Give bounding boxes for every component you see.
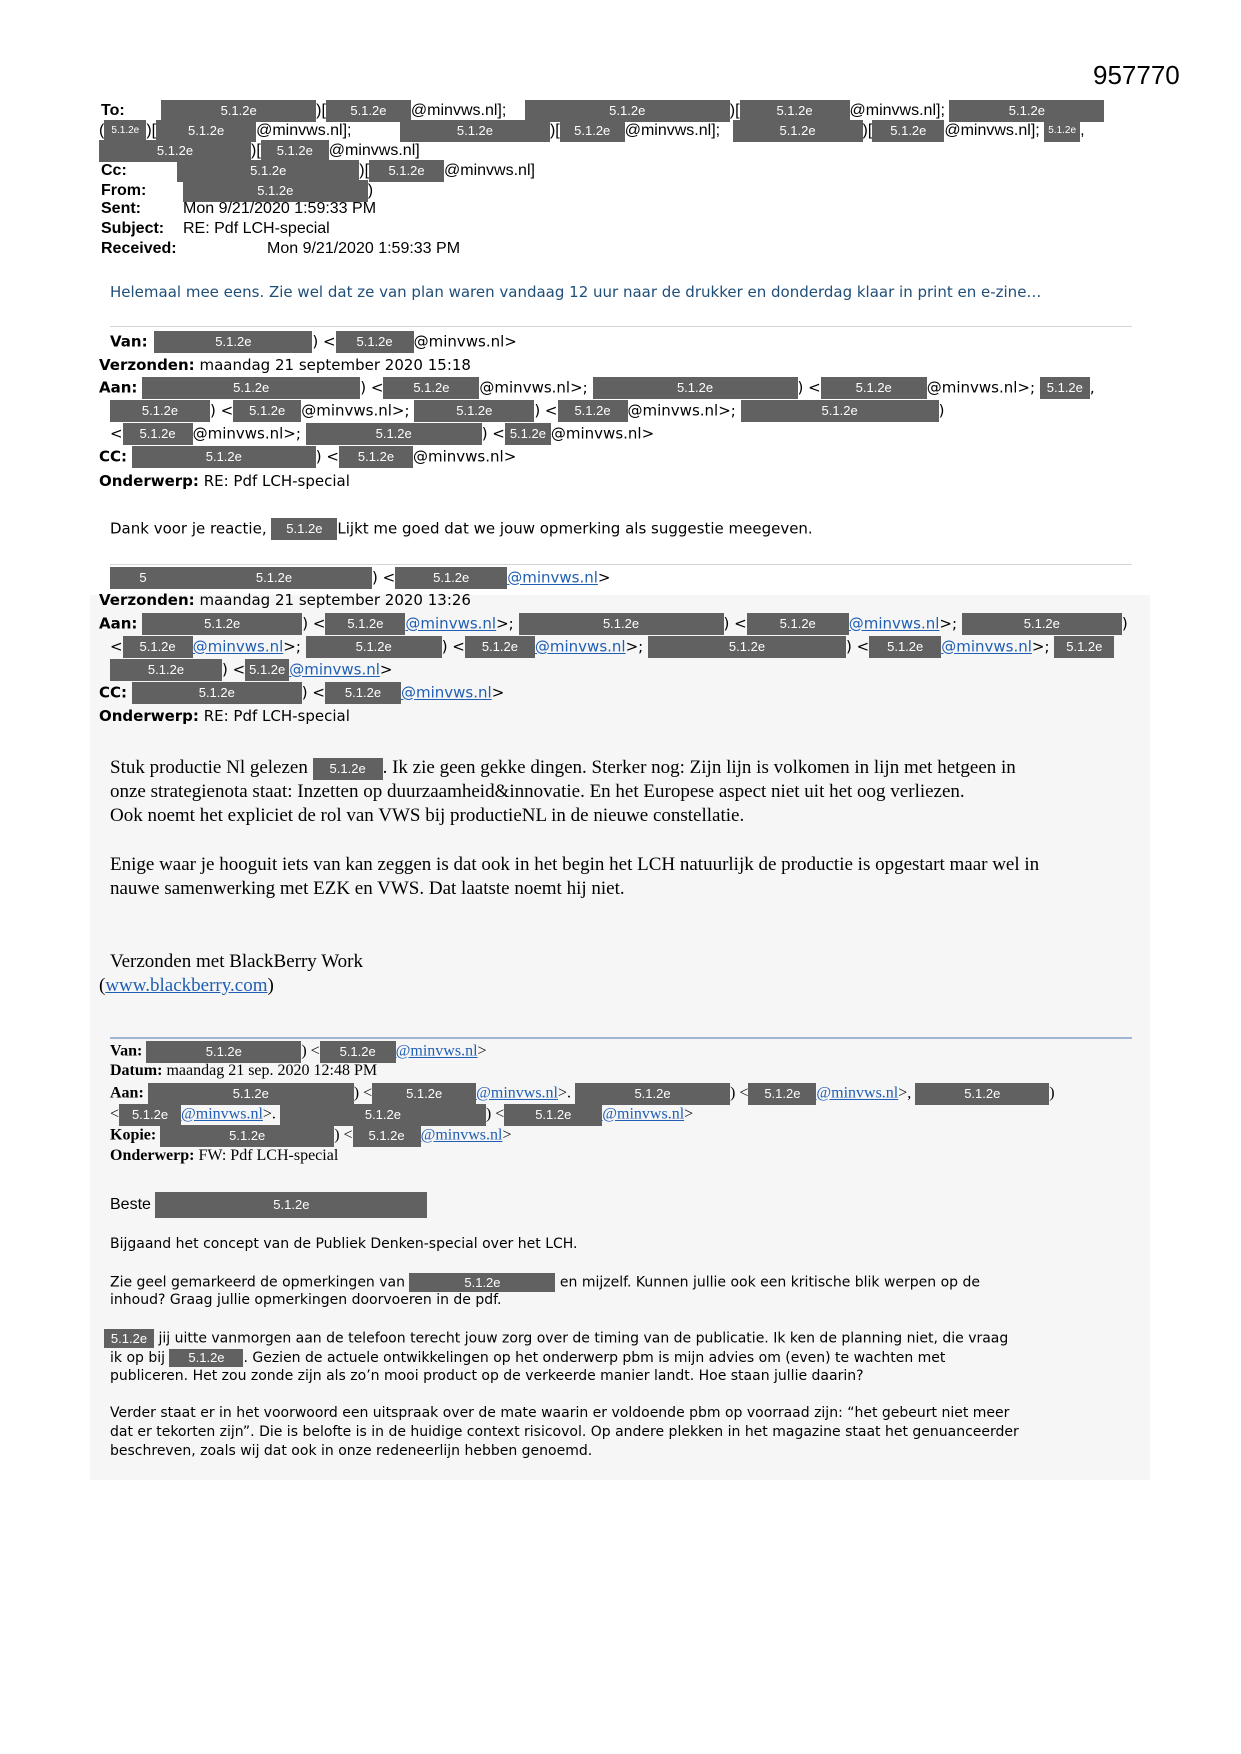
redaction: 5.1.2e [740, 100, 850, 122]
email-domain: @minvws.nl [624, 122, 712, 140]
mail4-onderwerp-line [110, 1147, 338, 1165]
mail3-body-line [110, 757, 1016, 780]
redaction: 5.1.2e [280, 1104, 486, 1126]
body-text: . Ik zie geen gekke dingen. Sterker nog: Zijn lijn is volkomen in lijn met hetgeen in [382, 757, 1016, 778]
redaction: 5.1.2e [142, 377, 360, 399]
email-link[interactable]: @minvws.nl [602, 1105, 685, 1123]
mail2-onderwerp-line [99, 472, 350, 490]
kopie-label: Kopie: [110, 1126, 157, 1144]
punct: ( [99, 122, 105, 140]
datum-value: maandag 21 sep. 2020 12:48 PM [166, 1062, 378, 1079]
punct: > [641, 424, 655, 443]
redaction: 5.1.2e [245, 659, 289, 681]
mail4-aan-line-2 [110, 1104, 693, 1126]
punct: ) < [481, 424, 505, 443]
redaction: 5.1.2e [821, 377, 927, 399]
redaction: 5.1.2e [519, 613, 724, 635]
punct: >; [570, 378, 588, 397]
punct: ) < [441, 637, 465, 656]
redaction: 5.1.2e [325, 682, 401, 704]
mail4-body-line: Bijgaand het concept van de Publiek Denken-special over het LCH. [110, 1236, 578, 1252]
mail3-body-line: nauwe samenwerking met EZK en VWS. Dat laatste noemt hij niet. [110, 878, 625, 899]
punct: ) < [222, 660, 246, 679]
punct: > [684, 1105, 694, 1123]
punct: ) < [302, 614, 326, 633]
mail3-onderwerp-line [99, 707, 350, 725]
redaction: 5.1.2e [146, 1041, 301, 1063]
email-domain: @minvws.nl [328, 142, 416, 160]
signature-line: Verzonden met BlackBerry Work [110, 951, 363, 972]
verzonden-value: maandag 21 september 2020 13:26 [199, 591, 471, 609]
punct: > [504, 332, 517, 351]
punct: )[ [862, 122, 873, 140]
redaction: 5.1.2e [110, 400, 210, 422]
punct: > [597, 568, 611, 587]
redaction: 5.1.2e [741, 400, 939, 422]
redaction: 5.1.2e [142, 613, 302, 635]
punct: ) [938, 401, 945, 420]
punct: >. [558, 1084, 572, 1102]
mail2-aan-line-1 [99, 377, 1095, 399]
reply-body: Helemaal mee eens. Zie wel dat ze van plan waren vandaag 12 uur naar de drukker en donderdag klaar in print en e-zine… [110, 283, 1042, 301]
email-domain: @minvws.nl [301, 401, 392, 420]
punct: , [1089, 378, 1095, 397]
punct: >; [391, 401, 410, 420]
body-text: . Gezien de actuele ontwikkelingen op het onderwerp pbm is mijn advies om (even) te wachten met [243, 1350, 946, 1366]
punct: ) < [730, 1084, 749, 1102]
mail2-body [110, 518, 813, 540]
mail3-body-line: Enige waar je hooguit iets van kan zeggen is dat ook in het begin het LCH natuurlijk de productie is opgestart maar wel in [110, 854, 1040, 875]
punct: >; [283, 637, 301, 656]
mail3-verzonden-line [99, 591, 471, 609]
redaction: 5.1.2e [504, 1104, 602, 1126]
email-link[interactable]: @minvws.nl [192, 637, 284, 656]
subject-label: Subject: [101, 220, 165, 237]
punct: )[ [729, 102, 740, 120]
datum-label: Datum: [110, 1062, 163, 1079]
mail3-body-line: Ook noemt het expliciet de rol van VWS bij productieNL in de nieuwe constellatie. [110, 805, 745, 826]
mail4-body-line [104, 1329, 1008, 1348]
separator [110, 1037, 1132, 1039]
body-text: jij uitte vanmorgen aan de telefoon terecht jouw zorg over de timing van de publicatie. Ik ken de planning niet, die vraag [158, 1330, 1009, 1347]
redaction: 5.1.2e [593, 377, 798, 399]
verzonden-label: Verzonden: [99, 591, 195, 609]
mail4-datum-line [110, 1062, 377, 1080]
sent-label: Sent: [101, 200, 141, 217]
redaction: 5.1.2e [183, 180, 368, 202]
redaction: 5.1.2e [409, 1273, 555, 1292]
onderwerp-value: FW: Pdf LCH-special [198, 1147, 339, 1164]
punct: >, [898, 1084, 912, 1102]
aan-label: Aan: [110, 1084, 144, 1102]
redaction: 5.1.2e [353, 1125, 421, 1147]
redaction: 5.1.2e [306, 423, 482, 445]
mail3-cc-line [99, 682, 504, 704]
punct: ) [1121, 614, 1128, 633]
document-id: 957770 [1093, 60, 1180, 90]
redaction: 5.1.2e [575, 1083, 730, 1105]
punct: ) < [301, 683, 325, 702]
punct: ]; [342, 122, 352, 140]
van-label: Van: [110, 332, 148, 351]
redaction: 5.1.2e [233, 400, 301, 422]
redaction: 5.1.2e [119, 1104, 181, 1126]
mail3-aan-line-3 [110, 659, 392, 681]
punct: >; [1017, 378, 1036, 397]
redaction: 5.1.2e [132, 446, 316, 468]
van-label: Van: [110, 1042, 143, 1060]
email-domain: @minvws.nl [192, 424, 284, 443]
body-text: Dank voor je reactie, [110, 519, 267, 538]
punct: >; [1031, 637, 1050, 656]
redaction: 5.1.2e [414, 400, 534, 422]
redaction: 5.1.2e [336, 331, 414, 353]
punct: )[ [549, 122, 560, 140]
mail4-kopie-line [110, 1125, 511, 1147]
punct: , [1080, 122, 1085, 140]
verzonden-value: maandag 21 september 2020 15:18 [199, 356, 471, 374]
email-domain: @minvws.nl [550, 424, 642, 443]
redaction: 5.1.2e [176, 567, 372, 589]
mail3-aan-line-2 [110, 636, 1114, 658]
mail4-body-line [110, 1273, 980, 1292]
punct: ) < [312, 332, 336, 351]
signature-link-line [99, 975, 274, 997]
punct: ] [415, 142, 420, 160]
separator [110, 564, 1132, 565]
redaction: 5.1.2e [395, 567, 507, 589]
email-domain: @minvws.nl [410, 102, 498, 120]
redaction: 5.1.2e [1054, 636, 1114, 658]
email-link[interactable]: @minvws.nl [289, 660, 380, 679]
redaction: 5.1.2e [369, 160, 444, 182]
punct: > [379, 660, 393, 679]
punct: ) < [846, 637, 870, 656]
redaction: 5.1.2e [155, 1192, 427, 1218]
email-link[interactable]: @minvws.nl [534, 637, 626, 656]
body-text: Lijkt me goed dat we jouw opmerking als suggestie meegeven. [337, 519, 813, 538]
blackberry-link[interactable]: www.blackberry.com [105, 975, 268, 996]
header-sent-line [101, 200, 376, 218]
punct: < [110, 637, 123, 656]
punct: )[ [359, 162, 370, 180]
sent-value: Mon 9/21/2020 1:59:33 PM [183, 200, 377, 217]
redaction: 5.1.2e [747, 613, 849, 635]
punct: >; [939, 614, 958, 633]
punct: > [502, 1126, 512, 1144]
email-link[interactable]: @minvws.nl [941, 637, 1032, 656]
header-cc-line [101, 160, 535, 182]
redaction: 5.1.2e [383, 377, 479, 399]
mail3-body-line: onze strategienota staat: Inzetten op duurzaamheid&innovatie. En het Europese aspect niet uit het oog verliezen. [110, 781, 965, 802]
punct: < [110, 424, 123, 443]
header-from-line [101, 180, 373, 202]
email-link[interactable]: @minvws.nl [848, 614, 940, 633]
redaction: 5.1.2e [169, 1349, 243, 1367]
punct: ] [530, 162, 535, 180]
redaction: 5.1.2e [648, 636, 846, 658]
mail2-van-line [110, 331, 517, 353]
redaction: 5 [110, 567, 176, 589]
punct: ]; [1030, 122, 1040, 140]
punct: >; [283, 424, 301, 443]
redaction: 5.1.2e [949, 100, 1104, 122]
punct: ) < [210, 401, 234, 420]
redaction: 5.1.2e [1044, 120, 1080, 142]
mail3-van-line [110, 567, 610, 589]
punct: ) [1049, 1084, 1055, 1102]
email-link[interactable]: @minvws.nl [476, 1084, 558, 1102]
redaction: 5.1.2e [306, 636, 442, 658]
mail4-body-line: inhoud? Graag jullie opmerkingen doorvoeren in de pdf. [110, 1292, 502, 1308]
redaction: 5.1.2e [161, 100, 316, 122]
redaction: 5.1.2e [339, 446, 413, 468]
redaction: 5.1.2e [177, 160, 359, 182]
redaction: 5.1.2e [465, 636, 535, 658]
email-domain: @minvws.nl [413, 447, 504, 466]
redaction: 5.1.2e [558, 400, 628, 422]
greeting: Beste [110, 1196, 151, 1214]
separator [110, 326, 1132, 327]
mail2-aan-line-2 [110, 400, 944, 422]
mail4-van-line [110, 1041, 487, 1063]
redaction: 5.1.2e [748, 1083, 816, 1105]
onderwerp-value: RE: Pdf LCH-special [203, 472, 350, 490]
redaction: 5.1.2e [123, 636, 193, 658]
redaction: 5.1.2e [156, 120, 256, 142]
email-domain: @minvws.nl [944, 122, 1031, 140]
redaction: 5.1.2e [525, 100, 730, 122]
redaction: 5.1.2e [325, 613, 405, 635]
redaction: 5.1.2e [271, 518, 337, 540]
mail4-body-line: publiceren. Het zou zonde zijn als zo’n mooi product op de verkeerde manier landt. Hoe staan jullie daarin? [110, 1368, 864, 1384]
punct: ) < [360, 378, 384, 397]
punct: ) < [301, 1042, 320, 1060]
email-link[interactable]: @minvws.nl [816, 1084, 899, 1102]
redaction: 5.1.2e [400, 120, 550, 142]
email-link[interactable]: @minvws.nl [507, 568, 598, 587]
mail3-aan-line-1 [99, 613, 1128, 635]
email-domain: @minvws.nl [444, 162, 531, 180]
redaction: 5.1.2e [962, 613, 1122, 635]
redaction: 5.1.2e [326, 100, 411, 122]
punct: ) < [797, 378, 821, 397]
header-received-line [101, 240, 460, 258]
mail4-body-line: dat er tekorten zijn”. Die is belofte is in de huidige context risicovol. Op andere plekken in het magazine staat het genuanceerder [110, 1424, 1019, 1440]
mail4-body-line: beschreven, zoals wij dat ook in onze redeneerlijn hebben genoemd. [110, 1443, 593, 1459]
email-link[interactable]: @minvws.nl [420, 1126, 503, 1144]
header-to-line-2 [99, 120, 1085, 142]
redaction: 5.1.2e [110, 659, 222, 681]
header-to-line-3 [99, 140, 420, 162]
mail4-body-line [110, 1349, 945, 1367]
redaction: 5.1.2e [869, 636, 941, 658]
onderwerp-label: Onderwerp: [110, 1147, 195, 1164]
cc-label: CC: [99, 683, 128, 702]
email-domain: @minvws.nl [479, 378, 571, 397]
email-domain: @minvws.nl [256, 122, 343, 140]
redaction: 5.1.2e [104, 1329, 154, 1348]
verzonden-label: Verzonden: [99, 356, 195, 374]
onderwerp-label: Onderwerp: [99, 707, 199, 725]
punct: )[ [316, 102, 326, 120]
email-domain: @minvws.nl [849, 102, 937, 120]
email-link[interactable]: @minvws.nl [401, 683, 492, 702]
punct: ) < [485, 1105, 505, 1123]
redaction: 5.1.2e [123, 423, 193, 445]
punct: ]; [497, 102, 507, 120]
punct: > [491, 683, 505, 702]
punct: ]; [711, 122, 721, 140]
email-domain: @minvws.nl [627, 401, 719, 420]
redaction: 5.1.2e [505, 423, 551, 445]
mail4-body-line: Verder staat er in het voorwoord een uitspraak over de mate waarin er voldoende pbm op voorraad zijn: “het gebeurt niet meer [110, 1405, 1010, 1421]
punct: >. [262, 1105, 276, 1123]
redaction: 5.1.2e [104, 120, 146, 142]
redaction: 5.1.2e [99, 140, 251, 162]
redaction: 5.1.2e [154, 331, 312, 353]
punct: > [477, 1042, 487, 1060]
redaction: 5.1.2e [560, 120, 625, 142]
redaction: 5.1.2e [313, 758, 383, 780]
punct: ) [367, 182, 374, 200]
onderwerp-label: Onderwerp: [99, 472, 199, 490]
mail2-aan-line-3 [110, 423, 654, 445]
body-text: Zie geel gemarkeerd de opmerkingen van [110, 1274, 405, 1291]
redaction: 5.1.2e [148, 1083, 354, 1105]
email-domain: @minvws.nl [926, 378, 1018, 397]
punct: >; [625, 637, 644, 656]
redaction: 5.1.2e [372, 1083, 476, 1105]
redaction: 5.1.2e [320, 1041, 396, 1063]
received-value: Mon 9/21/2020 1:59:33 PM [267, 240, 461, 257]
punct: ( [99, 975, 106, 996]
email-link[interactable]: @minvws.nl [181, 1105, 263, 1123]
body-text: ik op bij [110, 1350, 166, 1366]
punct: > [503, 447, 517, 466]
redaction: 5.1.2e [160, 1125, 334, 1147]
redaction: 5.1.2e [132, 682, 302, 704]
punct: ) < [334, 1126, 353, 1144]
cc-label: CC: [99, 447, 128, 466]
email-link[interactable]: @minvws.nl [405, 614, 497, 633]
punct: < [110, 1105, 120, 1123]
aan-label: Aan: [99, 614, 138, 633]
subject-value: RE: Pdf LCH-special [183, 220, 330, 237]
punct: )[ [146, 122, 157, 140]
redaction: 5.1.2e [261, 140, 329, 162]
punct: ]; [936, 102, 945, 120]
punct: >; [496, 614, 514, 633]
body-text: Stuk productie Nl gelezen [110, 757, 308, 778]
mail4-aan-line-1 [110, 1083, 1055, 1105]
from-label: From: [101, 182, 147, 200]
mail2-cc-line [99, 446, 516, 468]
onderwerp-value: RE: Pdf LCH-special [203, 707, 350, 725]
punct: ) < [534, 401, 558, 420]
punct: ) < [372, 568, 396, 587]
received-label: Received: [101, 240, 177, 257]
punct: ) < [723, 614, 747, 633]
redaction: 5.1.2e [733, 120, 863, 142]
redaction: 5.1.2e [872, 120, 944, 142]
punct: ) [267, 975, 274, 996]
punct: ) < [353, 1084, 373, 1102]
punct: ) < [315, 447, 339, 466]
email-domain: @minvws.nl [413, 332, 505, 351]
body-text: en mijzelf. Kunnen jullie ook een kritische blik werpen op de [559, 1274, 981, 1291]
mail2-verzonden-line [99, 356, 471, 374]
mail4-greeting-line [110, 1192, 427, 1218]
punct: >; [718, 401, 736, 420]
redaction: 5.1.2e [1040, 377, 1090, 399]
punct: )[ [251, 142, 261, 160]
aan-label: Aan: [99, 378, 138, 397]
header-subject-line [101, 220, 330, 238]
cc-label: Cc: [101, 162, 127, 180]
email-link[interactable]: @minvws.nl [395, 1042, 478, 1060]
redaction: 5.1.2e [915, 1083, 1049, 1105]
header-to-line-1 [101, 100, 1104, 122]
to-label: To: [101, 102, 125, 120]
